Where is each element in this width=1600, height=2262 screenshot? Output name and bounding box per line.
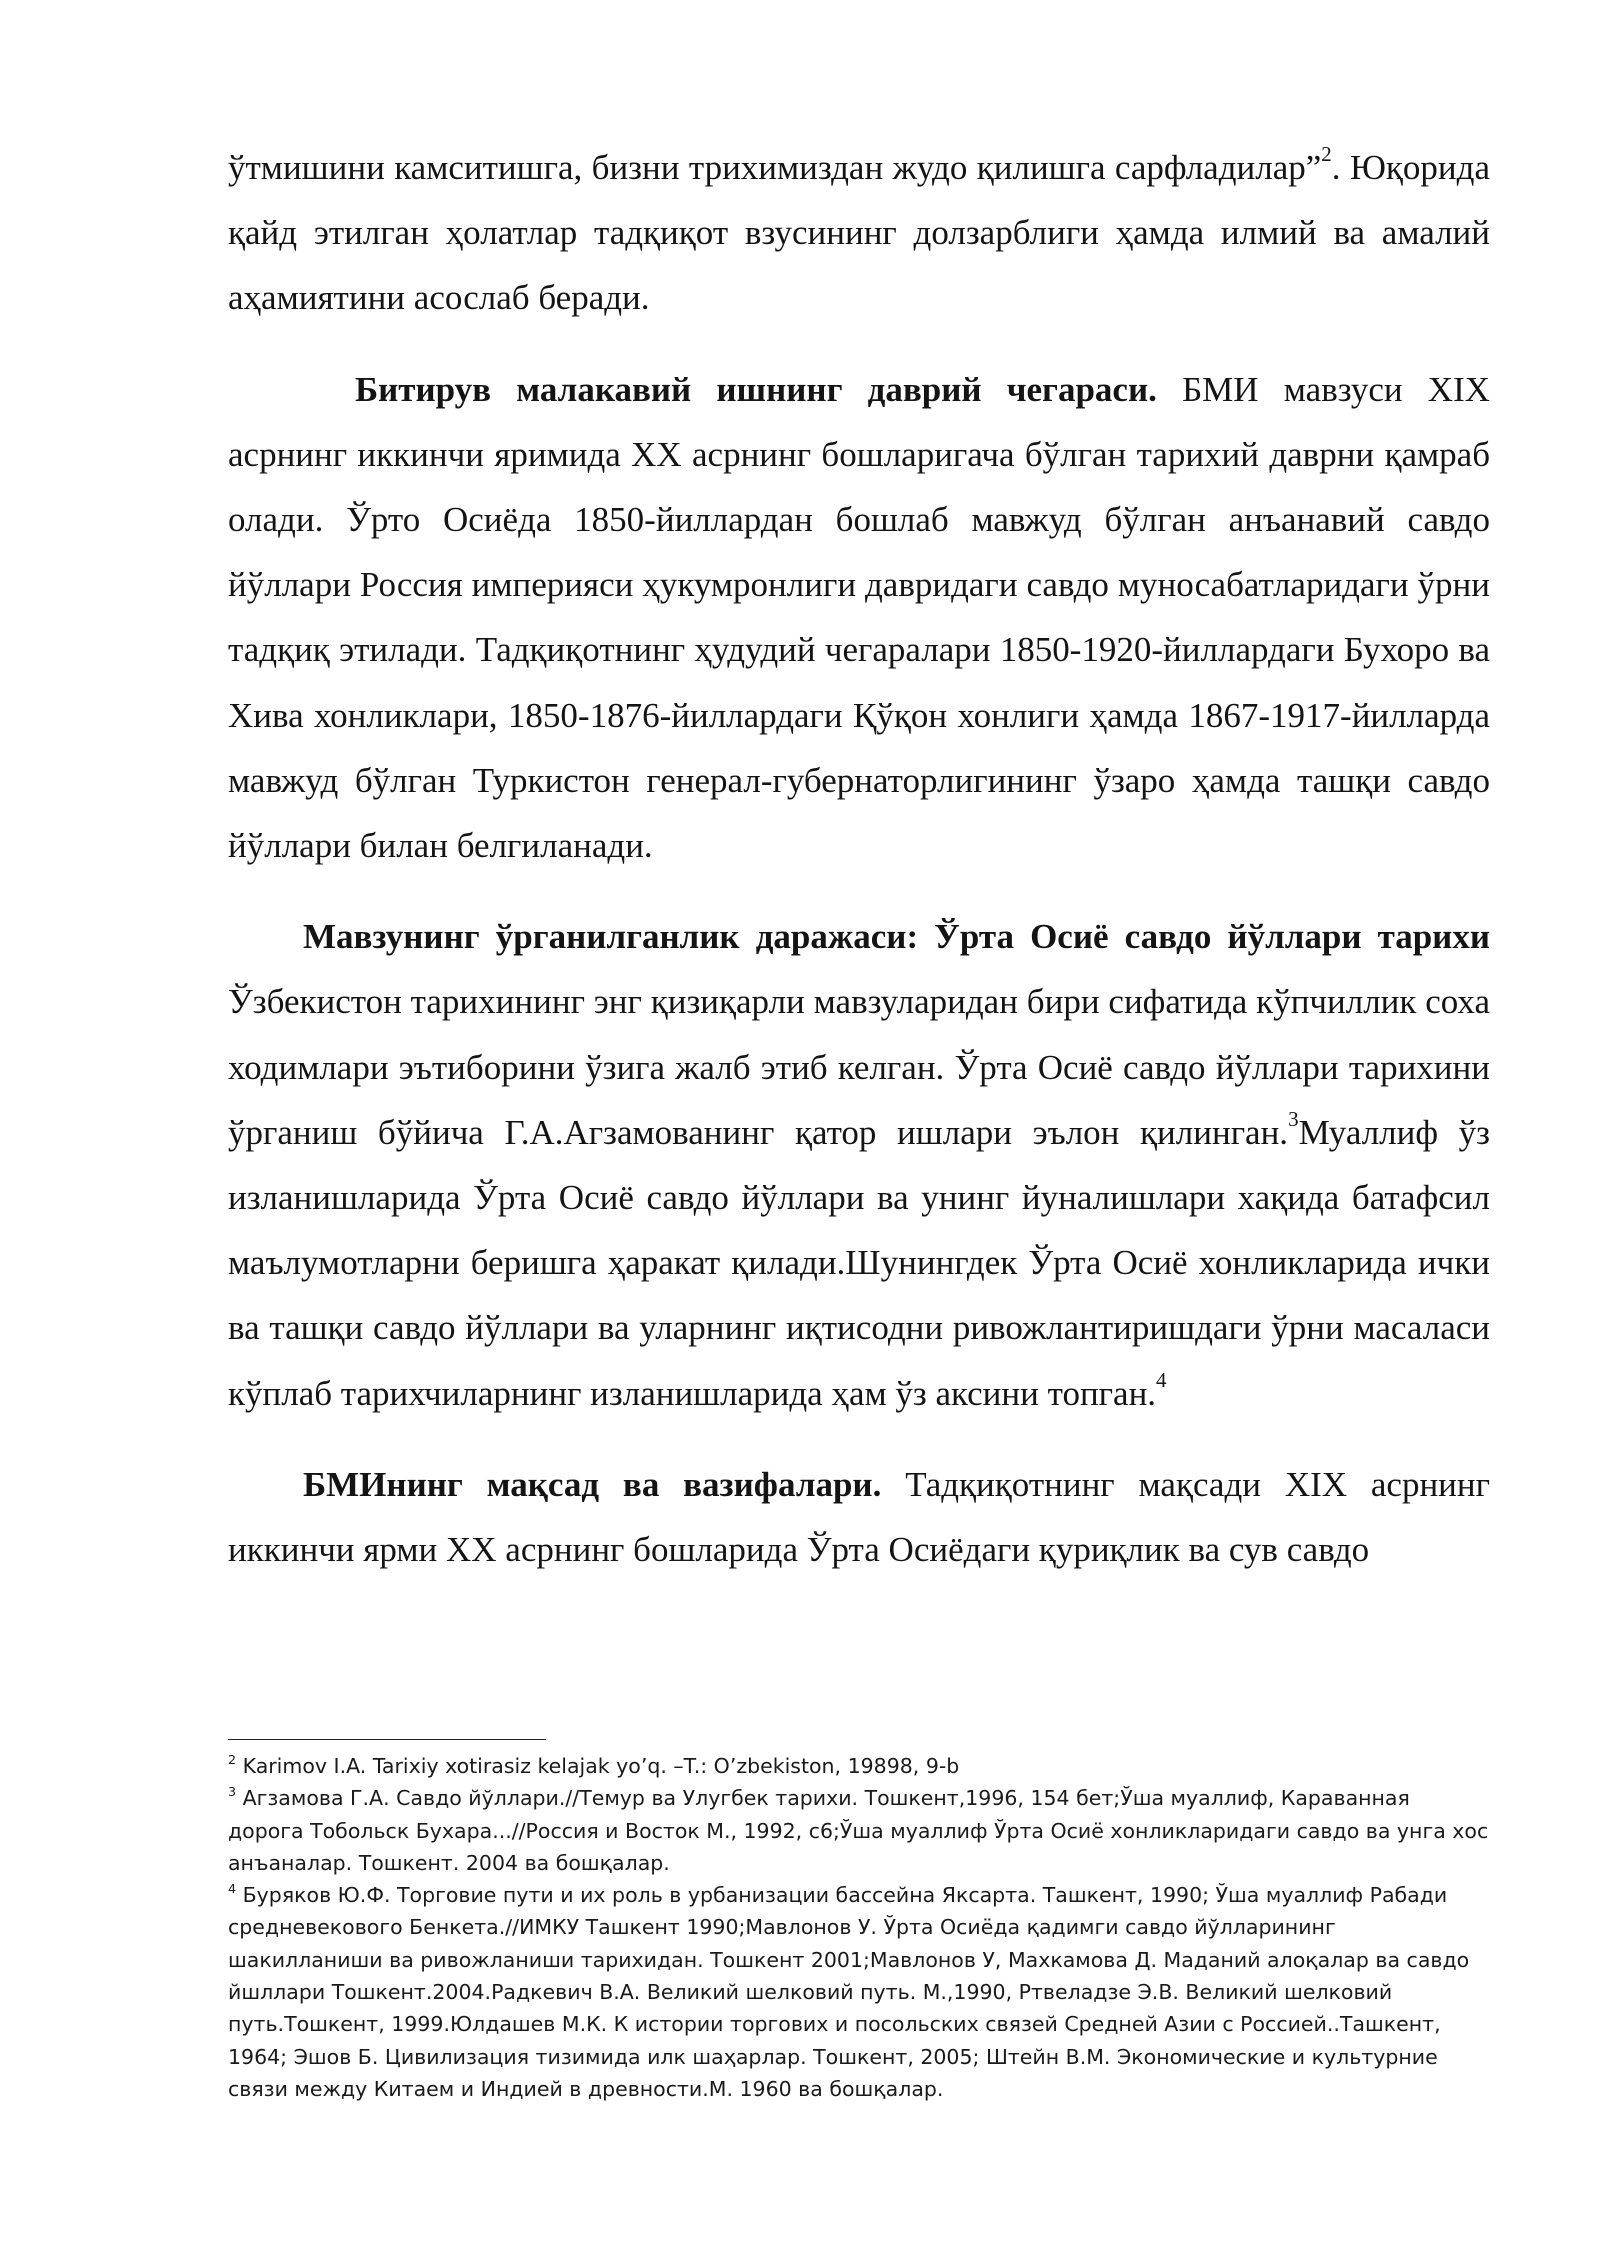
paragraph-study-level xyxy=(228,904,1490,1426)
section-heading: Битирув малакавий ишнинг даврий чегараси. xyxy=(355,369,1157,409)
paragraph-text: Тадқиқотнинг мақсади XIX асрнинг иккинчи ярми XX асрнинг бошларида Ўрта Осиёдаги қуриқлик ва сув савдо xyxy=(228,1464,1490,1570)
footnote-separator xyxy=(228,1739,546,1740)
footnote-ref-2: 2 xyxy=(1321,142,1332,167)
footnote-number: 4 xyxy=(228,1881,237,1897)
paragraph-goals xyxy=(228,1452,1490,1582)
footnote-4 xyxy=(228,1879,1490,2105)
footnote-ref-3: 3 xyxy=(1288,1107,1299,1131)
main-text xyxy=(228,135,1490,1582)
paragraph-text: . Юқорида қайд этилган ҳолатлар тадқиқот взусининг долзарблиги ҳамда илмий ва амалий аҳамиятини асослаб беради. xyxy=(228,148,1490,318)
paragraph-text: БМИ мавзуси XIX асрнинг иккинчи яримида XX асрнинг бошларигача бўлган тарихий даврни қамраб олади. Ўрто Осиёда 1850-йиллардан бошлаб мавжуд бўлган анъанавий савдо йўллари Россия империяси ҳукумронлиги давридаги савдо муносабатларидаги ўрни тадқиқ этилади. Тадқиқотнинг ҳудудий чегаралари 1850-1920-йиллардаги Бухоро ва Хива хонликлари, 1850-1876-йиллардаги Қўқон хонлиги ҳамда 1867-1917-йилларда мавжуд бўлган Туркистон генерал-губернаторлигининг ўзаро ҳамда ташқи савдо йўллари билан белгиланади. xyxy=(228,369,1490,866)
paragraph-text: ўтмишини камситишга, бизни трихимиздан жудо қилишга сарфладилар” xyxy=(228,148,1322,187)
section-heading: БМИнинг мақсад ва вазифалари. xyxy=(303,1464,882,1504)
footnote-number: 2 xyxy=(228,1752,237,1768)
paragraph-text: Муаллиф ўз изланишларида Ўрта Осиё савдо йўллари ва унинг йуналишлари хақида батафсил маълумотларни беришга ҳаракат қилади.Шунингдек Ўрта Осиё хонликларида ички ва ташқи савдо йўллари ва уларнинг иқтисодни ривожлантиришдаги ўрни масаласи кўплаб тарихчиларнинг изланишларида ҳам ўз аксини топган. xyxy=(228,1112,1490,1413)
footnote-number: 3 xyxy=(228,1784,237,1800)
section-heading: Мавзунинг ўрганилганлик даражаси: Ўрта Осиё савдо йўллари тарихи xyxy=(303,917,1490,957)
paragraph-period-scope xyxy=(228,357,1490,879)
footnote-ref-4: 4 xyxy=(1156,1367,1167,1392)
paragraph-text: Ўзбекистон тарихининг энг қизиқарли мавзуларидан бири сифатида кўпчиллик соха ходимлари эътиборини ўзига жалб этиб келган. Ўрта Осиё савдо йўллари тарихини ўрганиш бўйича Г.А.Агзамованинг қатор ишлари эълон қилинган. xyxy=(228,982,1490,1152)
footnote-text: Karimov I.A. Tarixiy xotirasiz kelajak yo’q. –T.: O’zbekiston, 19898, 9-b xyxy=(236,1754,960,1778)
footnote-text: Буряков Ю.Ф. Торговие пути и их роль в урбанизации бассейна Яксарта. Ташкент, 1990; Ўша муаллиф Рабади средневекового Бенкета.//ИМКУ Ташкент 1990;Мавлонов У. Ўрта Осиёда қадимги савдо йўлларининг шакилланиши ва ривожланиши тарихидан. Тошкент 2001;Мавлонов У, Махкамова Д. Маданий алоқалар ва савдо йшллари Тошкент.2004.Радкевич В.А. Великий шелковий путь. М.,1990, Ртвеладзе Э.В. Великий шелковий путь.Тошкент, 1999.Юлдашев М.К. К истории торгових и посольских связей Средней Азии с Россией..Ташкент, 1964; Эшов Б. Цивилизация тизимида илк шаҳарлар. Тошкент, 2005; Штейн В.М. Экономические и культурние связи между Китаем и Индией в древности.М. 1960 ва бошқалар. xyxy=(228,1883,1470,2101)
footnote-3 xyxy=(228,1782,1490,1879)
footnotes xyxy=(228,1750,1490,2105)
footnote-2 xyxy=(228,1750,1490,1782)
footnote-text: Агзамова Г.А. Савдо йўллари.//Темур ва Улугбек тарихи. Тошкент,1996, 154 бет;Ўша муаллиф, Караванная дорога Тобольск Бухара...//Россия и Восток М., 1992, с6;Ўша муаллиф Ўрта Осиё хонликларидаги савдо ва унга хос анъаналар. Тошкент. 2004 ва бошқалар. xyxy=(228,1786,1489,1875)
paragraph-continuation xyxy=(228,135,1490,331)
